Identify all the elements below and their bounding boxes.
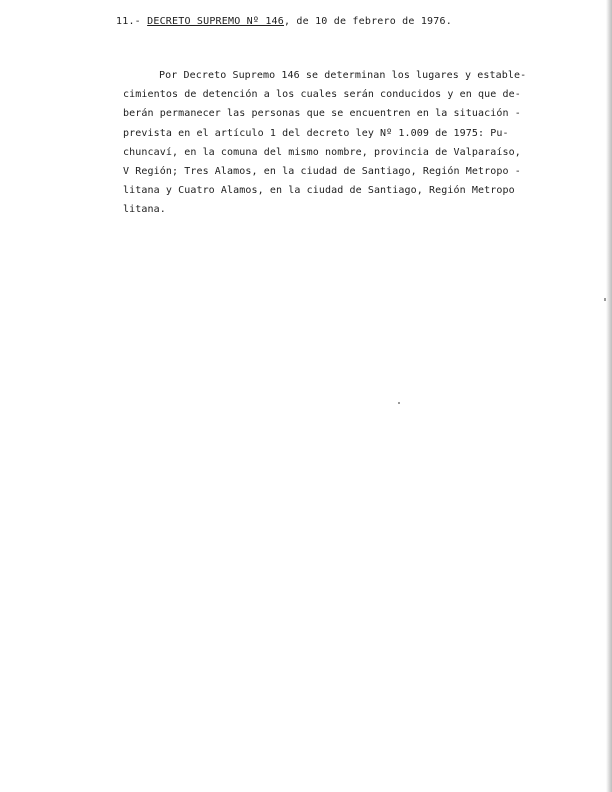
section-heading xyxy=(116,16,452,27)
paragraph-line: cimientos de detención a los cuales serán conducidos y en que de- xyxy=(123,89,521,101)
section-number: 11.- xyxy=(116,16,141,27)
decree-title: DECRETO SUPREMO Nº 146 xyxy=(147,16,284,27)
scan-speck xyxy=(604,298,606,301)
scan-speck xyxy=(398,402,400,404)
paragraph-line: berán permanecer las personas que se encuentren en la situación - xyxy=(123,108,521,120)
page-edge-shadow xyxy=(606,0,612,792)
paragraph-line xyxy=(123,181,563,200)
paragraph-line: prevista en el artículo 1 del decreto ley Nº 1.009 de 1975: Pu- xyxy=(123,127,509,139)
paragraph-line: litana. xyxy=(123,204,166,216)
paragraph-line: V Región; Tres Alamos, en la ciudad de Santiago, Región Metropo - xyxy=(123,165,521,177)
paragraph-line: chuncaví, en la comuna del mismo nombre, provincia de Valparaíso, xyxy=(123,146,521,158)
paragraph-line-text: litana y Cuatro Alamos, en la ciudad de Santiago, Región Metropo xyxy=(123,185,515,197)
paragraph-line: Por Decreto Supremo 146 se determinan los lugares y estable- xyxy=(159,70,527,81)
decree-date: , de 10 de febrero de 1976. xyxy=(283,16,452,27)
decree-paragraph xyxy=(123,66,563,220)
